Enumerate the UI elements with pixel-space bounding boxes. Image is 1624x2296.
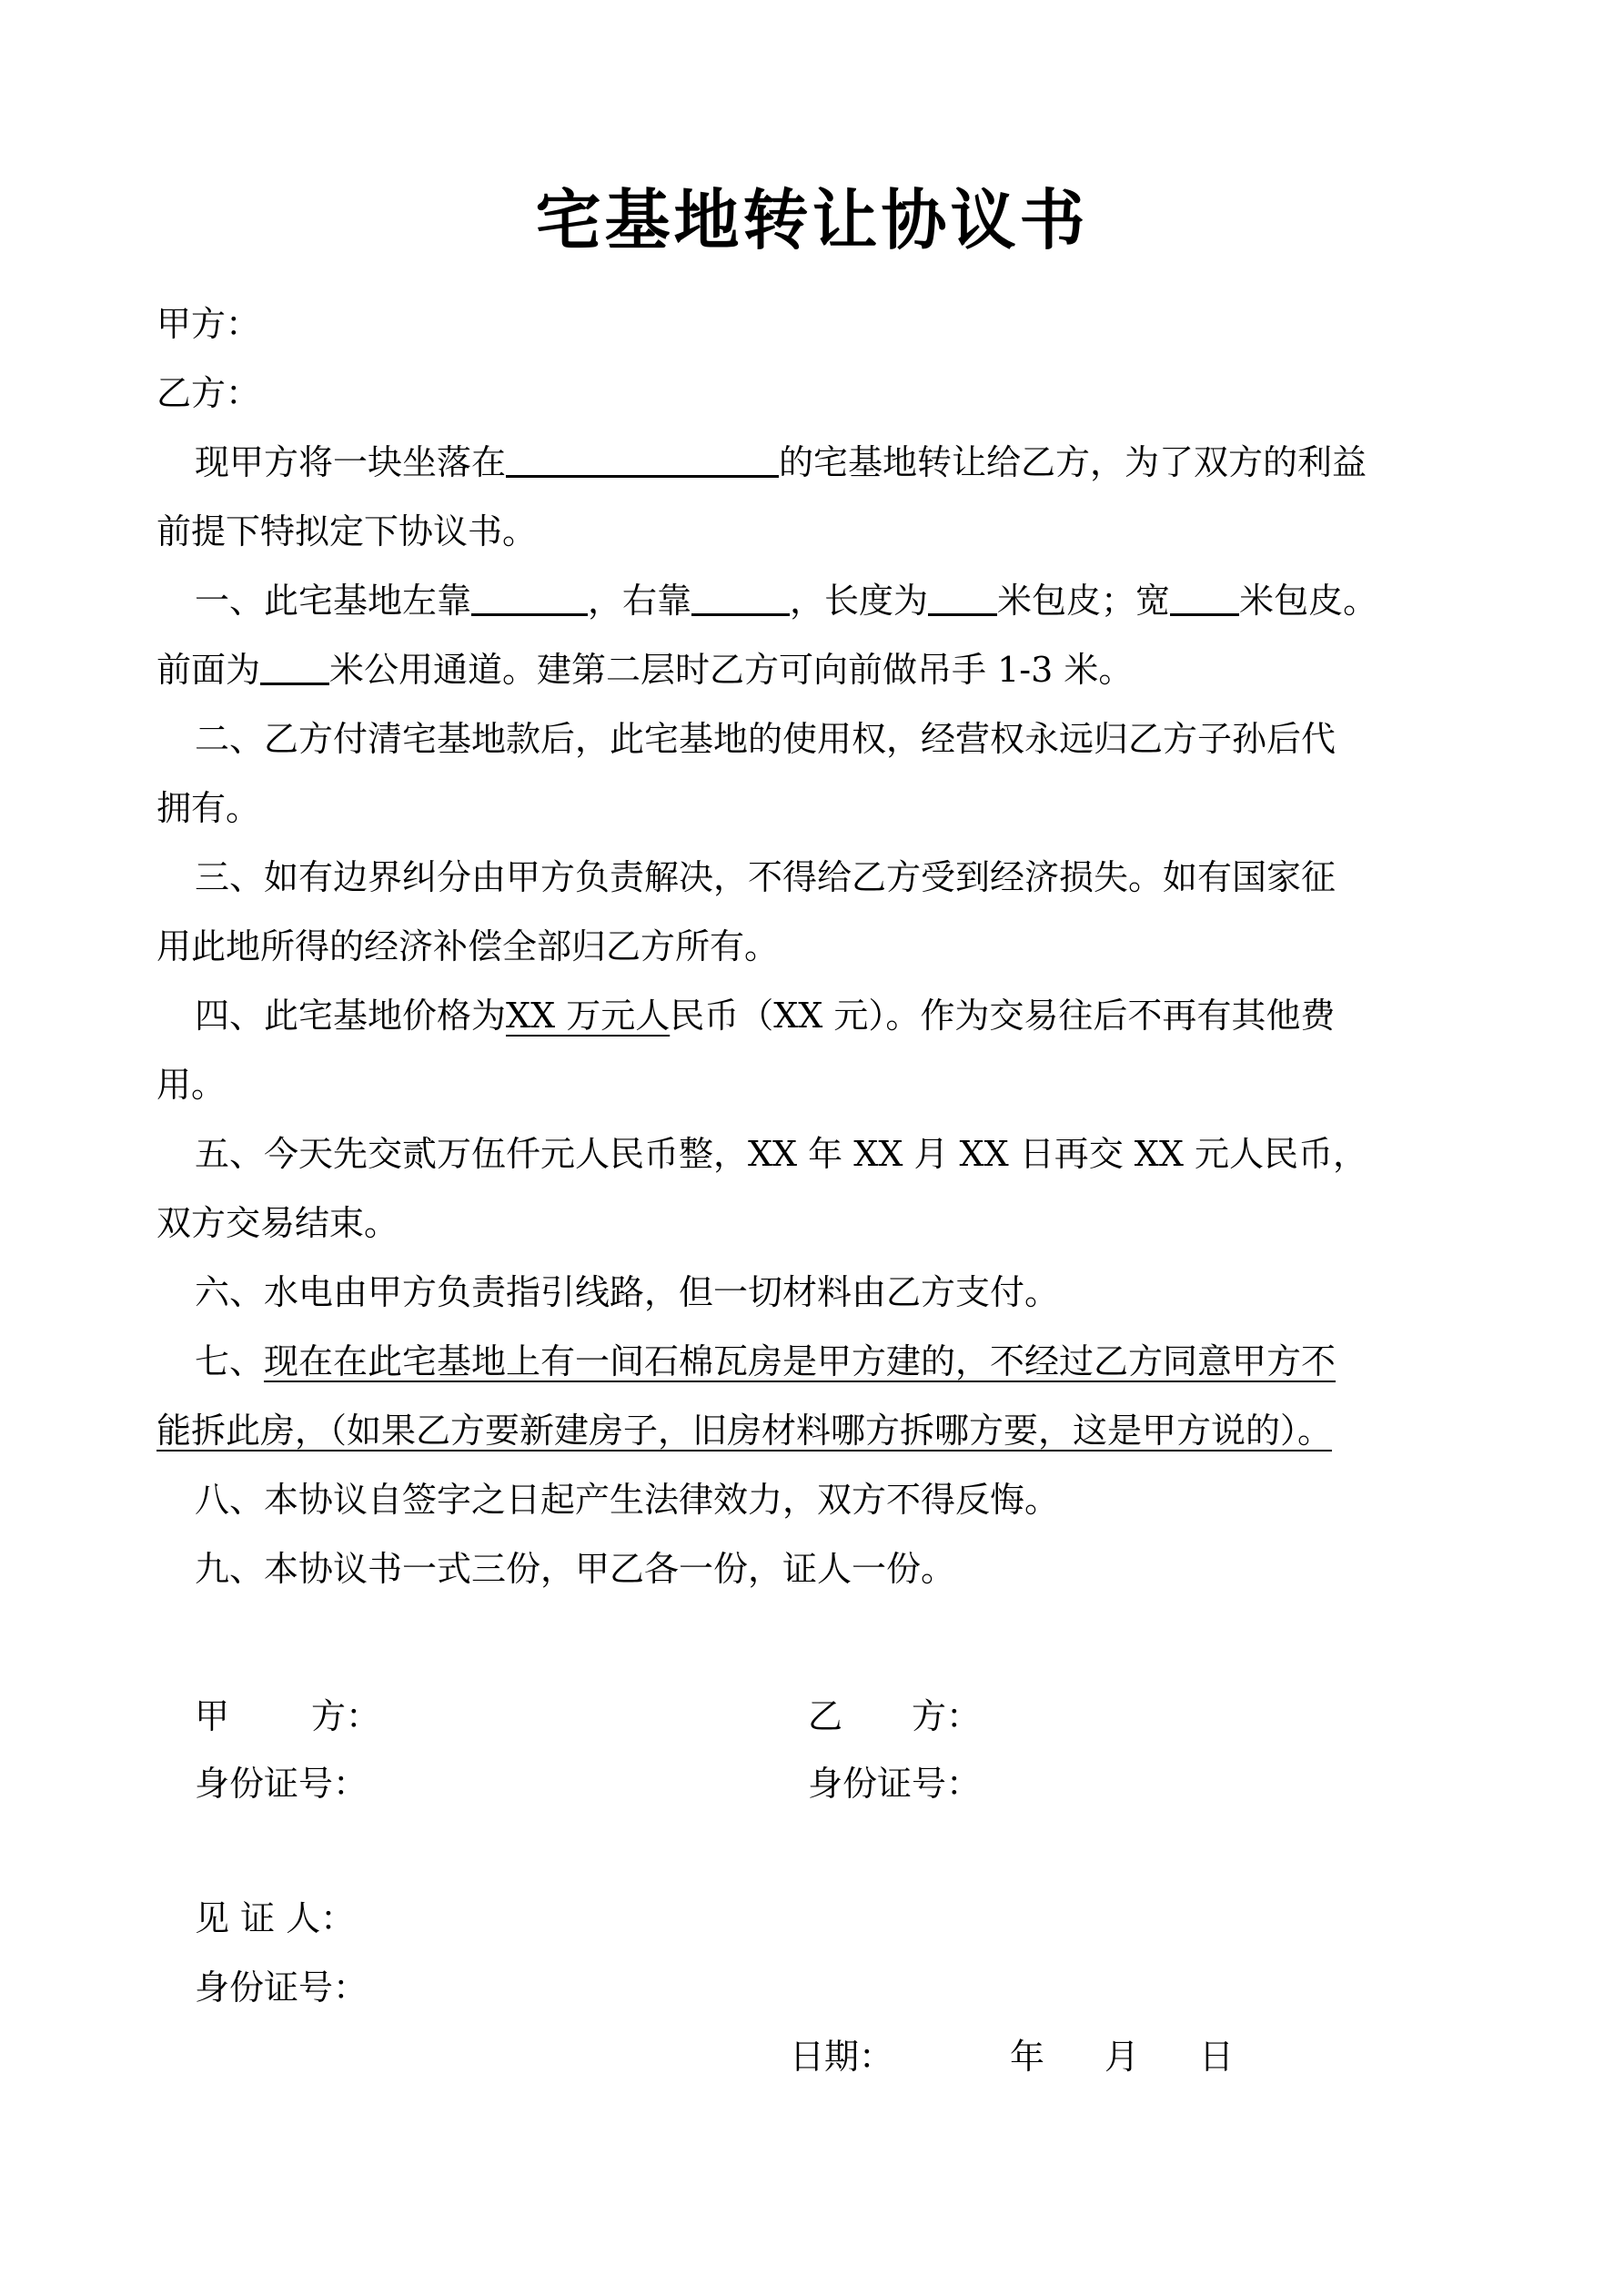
party-b-signature-label xyxy=(808,1682,981,1751)
clause-1-line-1 xyxy=(195,566,1487,635)
intro-line-2: 前提下特拟定下协议书。 xyxy=(156,511,538,551)
clause-6: 六、水电由甲方负责指引线路，但一切材料由乙方支付。 xyxy=(195,1272,1060,1312)
right-boundary-blank xyxy=(691,577,790,616)
witness-id-label: 身份证号： xyxy=(195,1967,368,2008)
intro-line-1 xyxy=(195,428,1487,497)
clause-7-text-1: 现在在此宅基地上有一间石棉瓦房是甲方建的，不经过乙方同意甲方不 xyxy=(264,1341,1337,1381)
party-a-id-label: 身份证号： xyxy=(195,1764,368,1804)
party-b-char-2: 方： xyxy=(912,1696,982,1736)
date-line xyxy=(790,2022,1234,2091)
clause-1-text-f: 前面为 xyxy=(156,650,261,690)
clause-7-line-1 xyxy=(195,1327,1487,1396)
clause-3-line-2: 用此地所得的经济补偿全部归乙方所有。 xyxy=(156,926,780,966)
length-blank xyxy=(928,577,997,616)
clause-1-text-a: 一、此宅基地左靠 xyxy=(195,581,472,621)
clause-1-text-d: 米包皮；宽 xyxy=(997,581,1171,621)
party-a-signature-label xyxy=(195,1682,380,1751)
clause-4-text-a: 四、此宅基地价格为 xyxy=(195,996,507,1036)
year-label: 年 xyxy=(1010,2037,1045,2077)
month-label: 月 xyxy=(1105,2037,1140,2077)
price-value: XX 万元人 xyxy=(506,996,671,1036)
clause-5-line-1: 五、今天先交贰万伍仟元人民币整，XX 年 XX 月 XX 日再交 XX 元人民币， xyxy=(195,1134,1367,1174)
party-b-line: 乙方： xyxy=(156,373,261,413)
clause-4-line-1 xyxy=(195,981,1487,1050)
left-boundary-blank xyxy=(471,577,588,616)
party-b-char-1: 乙 xyxy=(808,1696,843,1736)
party-a-line: 甲方： xyxy=(156,304,261,344)
clause-1-text-c: ，长度为 xyxy=(790,581,929,621)
document-title: 宅基地转让协议书 xyxy=(535,182,1089,258)
clause-1-text-g: 米公用通道。建第二层时乙方可向前做吊手 1-3 米。 xyxy=(329,650,1134,690)
clause-7-text-2: 能拆此房，（如果乙方要新建房子，旧房材料哪方拆哪方要，这是甲方说的）。 xyxy=(156,1411,1333,1451)
clause-8: 八、本协议自签字之日起产生法律效力，双方不得反悔。 xyxy=(195,1480,1060,1520)
clause-1-text-b: ，右靠 xyxy=(588,581,692,621)
location-blank xyxy=(506,439,779,478)
day-label: 日 xyxy=(1199,2037,1235,2077)
clause-9: 九、本协议书一式三份，甲乙各一份，证人一份。 xyxy=(195,1549,956,1589)
intro-text-1: 现甲方将一块坐落在 xyxy=(195,442,507,482)
party-a-char-1: 甲 xyxy=(195,1696,230,1736)
witness-label: 见 证 人： xyxy=(195,1898,356,1938)
clause-4-line-2: 用。 xyxy=(156,1065,227,1105)
party-a-char-2: 方： xyxy=(311,1696,381,1736)
clause-1-text-e: 米包皮。 xyxy=(1239,581,1378,621)
party-b-id-label: 身份证号： xyxy=(808,1764,982,1804)
clause-1-line-2 xyxy=(156,635,1485,704)
clause-7-prefix: 七、 xyxy=(195,1341,265,1381)
date-label: 日期： xyxy=(790,2037,894,2077)
clause-4-text-b: 民币（XX 元）。作为交易往后不再有其他费 xyxy=(670,996,1336,1036)
clause-2-line-1: 二、乙方付清宅基地款后，此宅基地的使用权，经营权永远归乙方子孙后代 xyxy=(195,719,1337,759)
width-blank xyxy=(1170,577,1239,616)
clause-7-line-2 xyxy=(156,1396,1485,1465)
front-passage-blank xyxy=(260,646,329,685)
clause-2-line-2: 拥有。 xyxy=(156,788,261,828)
intro-text-2: 的宅基地转让给乙方，为了双方的利益 xyxy=(779,442,1367,482)
clause-3-line-1: 三、如有边界纠分由甲方负责解决，不得给乙方受到经济损失。如有国家征 xyxy=(195,857,1337,897)
clause-5-line-2: 双方交易结束。 xyxy=(156,1203,399,1243)
